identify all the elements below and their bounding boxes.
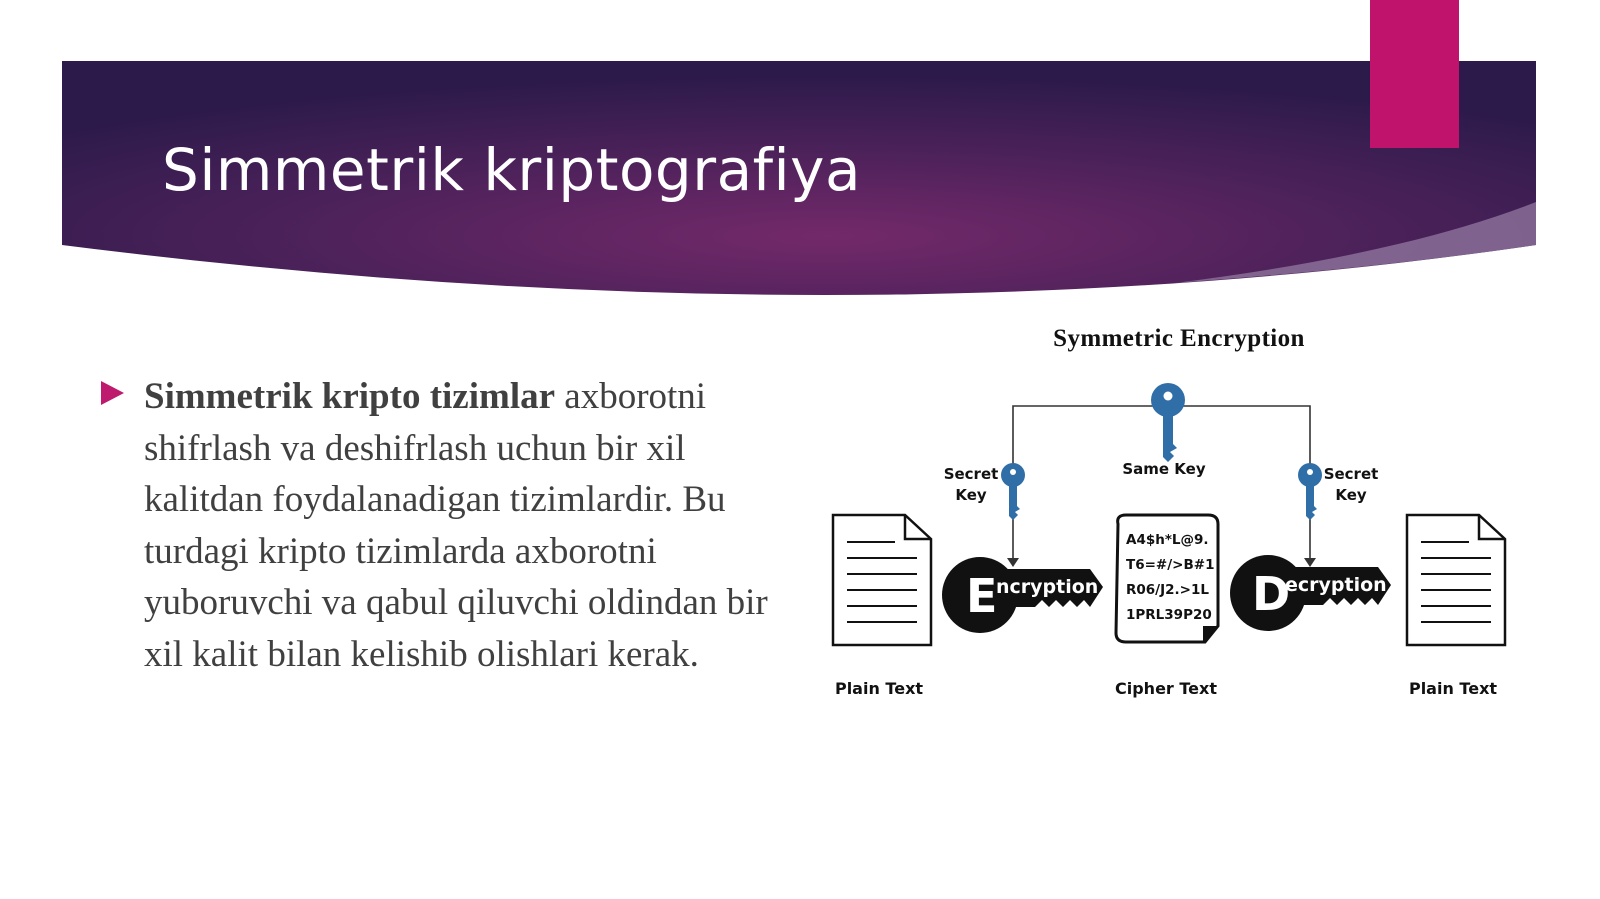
encryption-letter: E (966, 569, 998, 623)
encryption-label: ncryption (996, 576, 1099, 598)
decryption-label: ecryption (1285, 574, 1387, 596)
bullet-icon (101, 381, 124, 405)
cipher-line: A4$h*L@9. (1126, 532, 1209, 548)
key-icon (1298, 463, 1322, 520)
secret-key-right-label-2: Key (1335, 486, 1367, 504)
plain-text-left-label: Plain Text (834, 679, 924, 698)
symmetric-encryption-diagram (800, 315, 1520, 715)
plain-text-right-label: Plain Text (1408, 679, 1498, 698)
decryption-key-shape (1230, 555, 1391, 631)
key-icon (1151, 383, 1185, 462)
arrow-head-left (1007, 558, 1019, 567)
body-bold: Simmetrik kripto tizimlar (144, 376, 556, 417)
body-rest: axborotni shifrlash va deshifrlash uchun bir xil kalitdan foydalanadigan tizimlardir. Bu turdagi kripto tizimlarda axborotni yuboruvchi va qabul qiluvchi oldindan bir xil kalit bilan kelishib olishlari kerak. (144, 376, 768, 675)
encryption-key-shape (942, 557, 1103, 633)
key-icon (1001, 463, 1025, 520)
arrow-head-right (1304, 558, 1316, 567)
document-icon (833, 515, 931, 645)
cipher-line: T6=#/>B#1 (1126, 557, 1215, 573)
secret-key-left-label-2: Key (955, 486, 987, 504)
cipher-document (1116, 515, 1218, 642)
slide-title: Simmetrik kriptografiya (162, 136, 862, 204)
same-key-label: Same Key (1122, 460, 1206, 478)
secret-key-left-label-1: Secret (943, 465, 999, 483)
accent-tab (1370, 0, 1459, 148)
decryption-letter: D (1252, 567, 1291, 621)
secret-key-right-label-1: Secret (1323, 465, 1379, 483)
cipher-text-label: Cipher Text (1115, 679, 1217, 698)
diagram-title: Symmetric Encryption (1053, 325, 1305, 352)
document-icon (1407, 515, 1505, 645)
cipher-line: R06/J2.>1L (1126, 582, 1209, 598)
cipher-line: 1PRL39P20 (1126, 607, 1212, 623)
body-paragraph (144, 371, 809, 680)
